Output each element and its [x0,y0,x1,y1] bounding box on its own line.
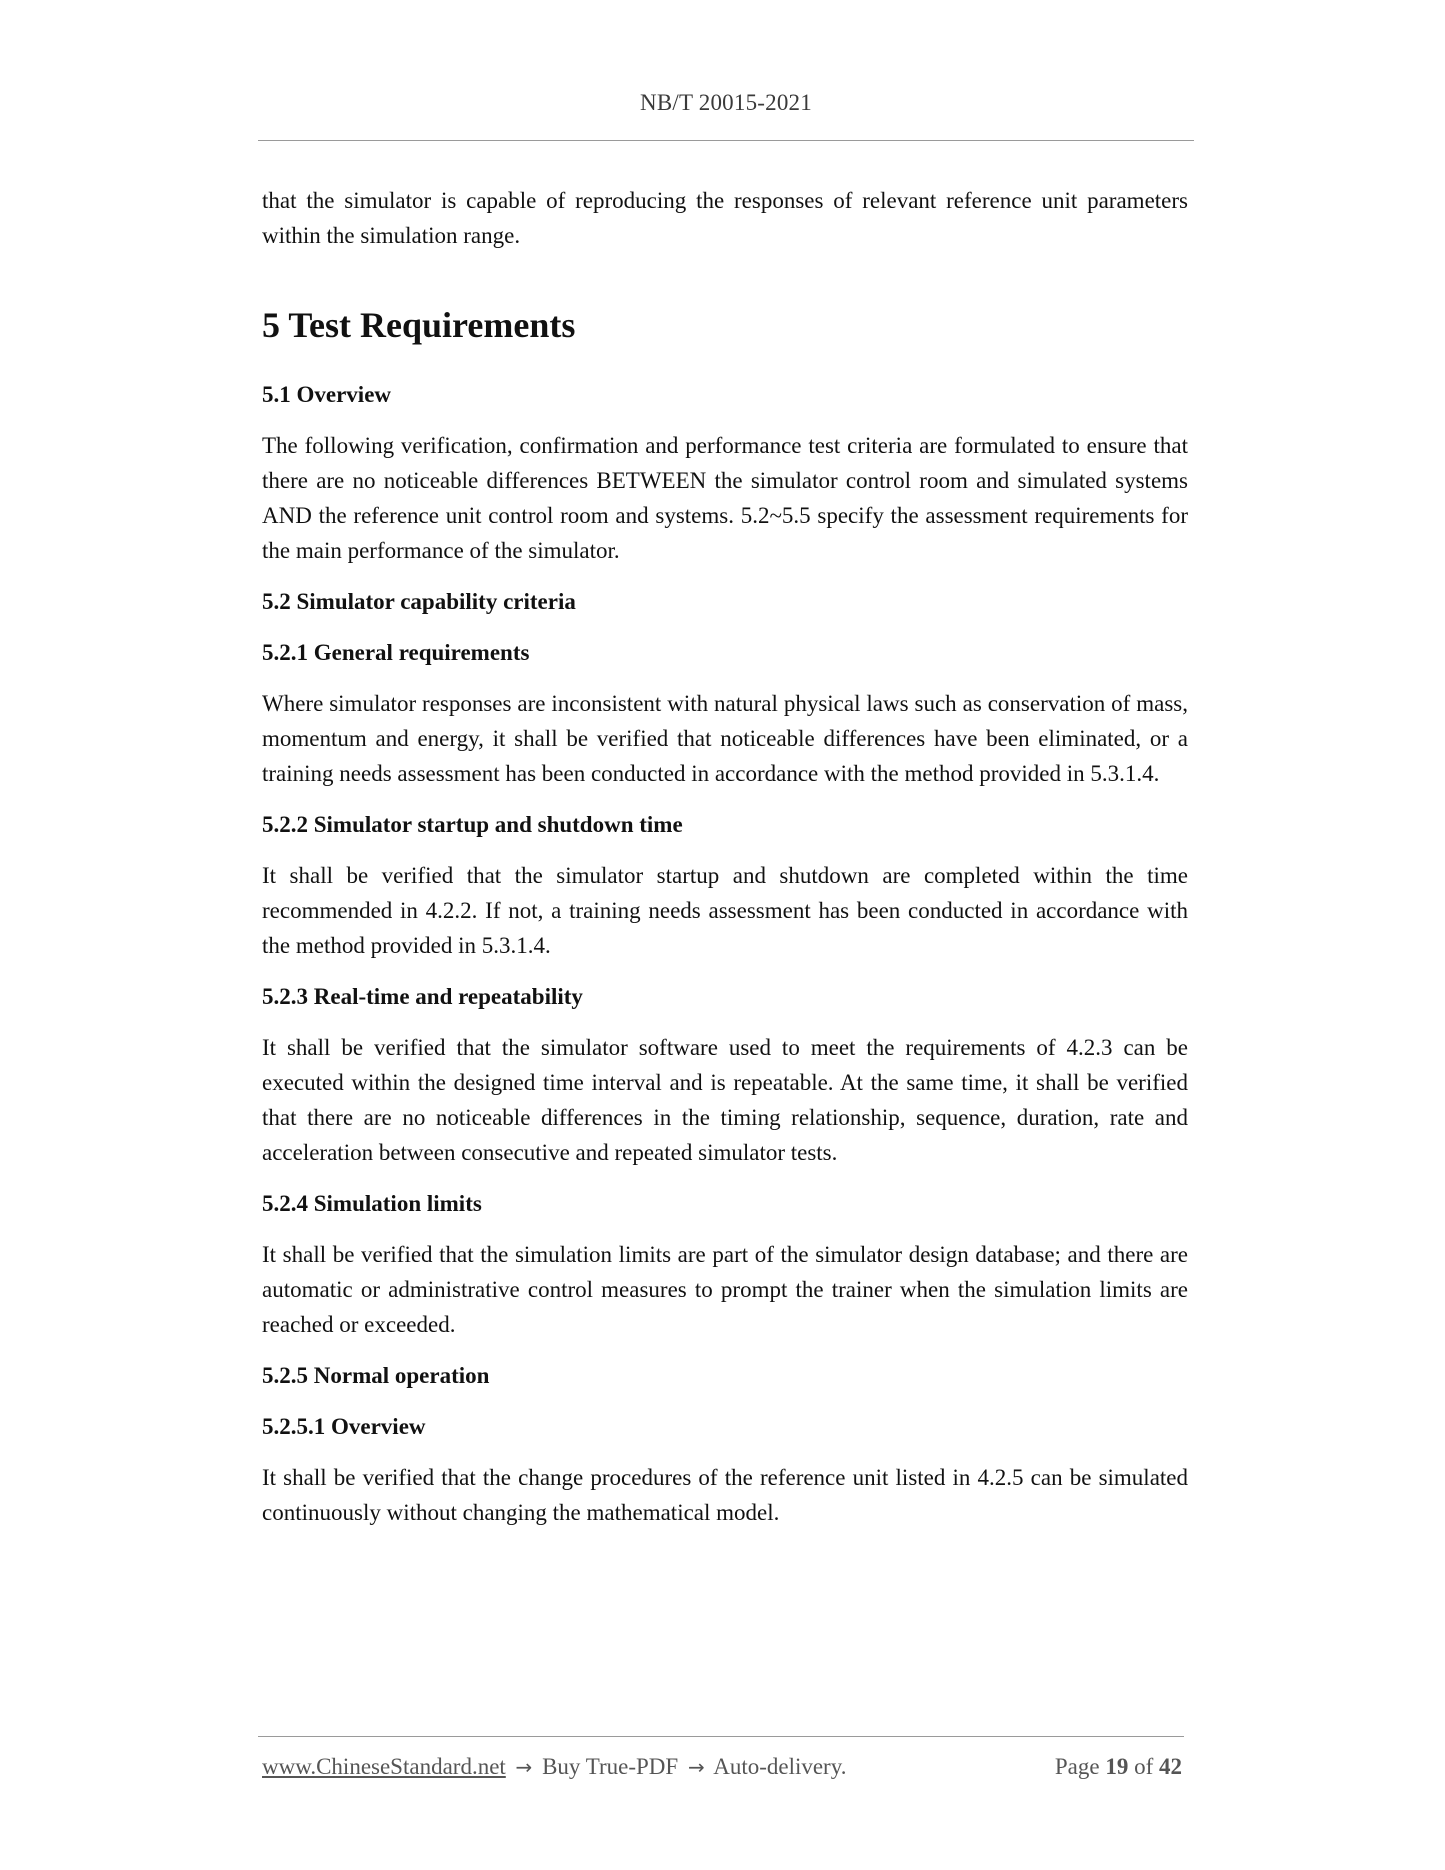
auto-delivery-text: Auto-delivery. [713,1754,847,1779]
intro-paragraph: that the simulator is capable of reproducing the responses of relevant reference unit parameters within the simulation range. [262,188,1188,248]
page-number [1055,1754,1182,1780]
page-body [262,183,1188,1530]
section-5-2-5-1-heading: 5.2.5.1 Overview [262,1414,426,1439]
buy-true-pdf-text: Buy True-PDF [542,1754,679,1779]
arrow-right-icon: → [515,1755,533,1779]
section-5-2-heading: 5.2 Simulator capability criteria [262,589,576,614]
section-5-2-1-heading: 5.2.1 General requirements [262,640,530,665]
section-5-2-2-heading: 5.2.2 Simulator startup and shutdown time [262,812,683,837]
section-5-2-5-1-paragraph: It shall be verified that the change procedures of the reference unit listed in 4.2.5 can be simulated continuously without changing the mathematical model. [262,1465,1188,1525]
section-5-heading: 5 Test Requirements [262,305,576,345]
page-label: Page [1054,1754,1100,1779]
header-divider [258,140,1194,141]
arrow-right-icon: → [687,1755,705,1779]
section-5-2-3-paragraph: It shall be verified that the simulator software used to meet the requirements of 4.2.3 can be executed within the designed time interval and is repeatable. At the same time, it shall be verified that there are no noticeable differences in the timing relationship, sequence, duration, rate and acceleration between consecutive and repeated simulator tests. [262,1035,1188,1165]
section-5-1-heading: 5.1 Overview [262,382,392,407]
page-header: NB/T 20015-2021 [640,90,812,115]
site-link[interactable]: www.ChineseStandard.net [262,1754,506,1779]
section-5-2-5-heading: 5.2.5 Normal operation [262,1363,490,1388]
page-total: 42 [1159,1754,1182,1779]
section-5-2-3-heading: 5.2.3 Real-time and repeatability [262,984,583,1009]
section-5-2-1-paragraph: Where simulator responses are inconsistent with natural physical laws such as conservation of mass, momentum and energy, it shall be verified that noticeable differences have been eliminated, or a training needs assessment has been conducted in accordance with the method provided in 5.3.1.4. [262,691,1188,786]
of-label: of [1134,1754,1154,1779]
section-5-2-4-heading: 5.2.4 Simulation limits [262,1191,482,1216]
footer-divider [258,1736,1184,1737]
page-current: 19 [1105,1754,1129,1779]
section-5-2-4-paragraph: It shall be verified that the simulation limits are part of the simulator design database; and there are automatic or administrative control measures to prompt the trainer when the simulation limits are reached or exceeded. [262,1242,1188,1337]
section-5-2-2-paragraph: It shall be verified that the simulator startup and shutdown are completed within the time recommended in 4.2.2. If not, a training needs assessment has been conducted in accordance with the method provided in 5.3.1.4. [262,863,1188,958]
footer-promo [262,1754,846,1780]
section-5-1-paragraph: The following verification, confirmation and performance test criteria are formulated to ensure that there are no noticeable differences BETWEEN the simulator control room and simulated systems AND the reference unit control room and systems. 5.2~5.5 specify the assessment requirements for the main performance of the simulator. [262,433,1188,563]
